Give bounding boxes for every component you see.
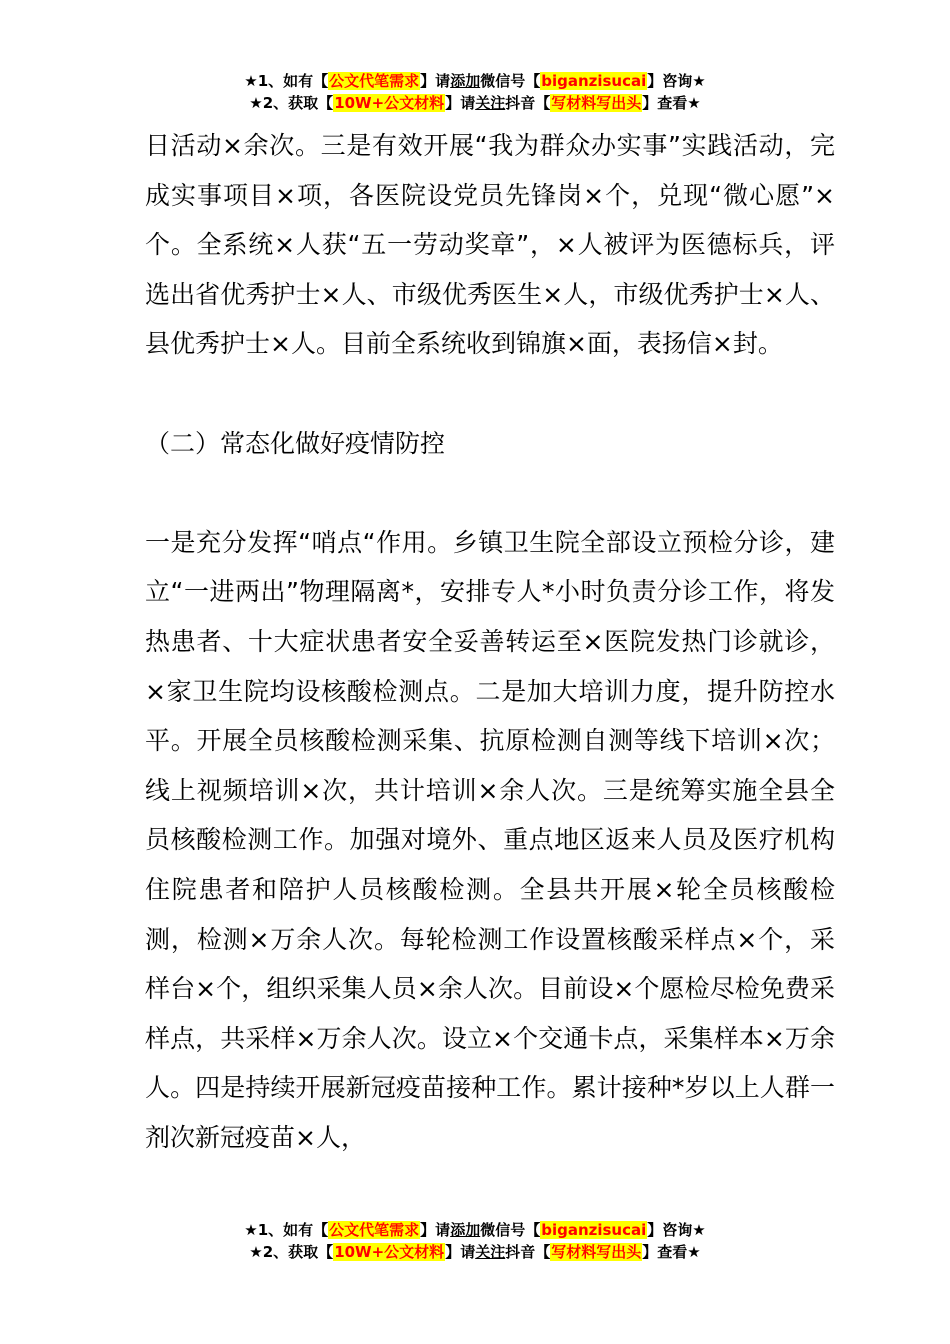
banner-text: 】查看★ xyxy=(642,1243,701,1261)
banner-line-1 xyxy=(0,1219,950,1241)
banner-text: 】请 xyxy=(445,94,476,112)
banner-line-1 xyxy=(0,70,950,92)
paragraph-activities: 日活动×余次。三是有效开展“我为群众办实事”实践活动，完成实事项目×项，各医院设党员先锋岗×个，兑现“微心愿”×个。全系统×人获“五一劳动奖章”，×人被评为医德标兵，评选出省优秀护士×人、市级优秀医生×人，市级优秀护士×人、县优秀护士×人。目前全系统收到锦旗×面，表扬信×封。 xyxy=(145,131,835,359)
banner-text: 】查看★ xyxy=(642,94,701,112)
header-banner xyxy=(0,70,950,114)
highlight-douyin-account: 写材料写出头 xyxy=(551,1243,642,1261)
banner-underlined-text: 关注 xyxy=(475,94,506,112)
banner-underlined-text: 添加 xyxy=(450,1221,481,1239)
highlight-service: 公文代笔需求 xyxy=(329,1221,420,1239)
banner-line-2 xyxy=(0,92,950,114)
highlight-douyin-account: 写材料写出头 xyxy=(551,94,642,112)
banner-text: 】请 xyxy=(445,1243,476,1261)
banner-text: ★1、如有【 xyxy=(244,1221,329,1239)
banner-text: 微信号【 xyxy=(480,72,541,90)
highlight-materials: 10W+公文材料 xyxy=(334,1243,445,1261)
spacer xyxy=(145,369,835,419)
highlight-service: 公文代笔需求 xyxy=(329,72,420,90)
footer-banner xyxy=(0,1219,950,1263)
banner-text: 】咨询★ xyxy=(647,1221,706,1239)
banner-text: 】请 xyxy=(420,1221,451,1239)
banner-text: ★2、获取【 xyxy=(249,1243,334,1261)
banner-text: 抖音【 xyxy=(505,1243,551,1261)
banner-text: ★2、获取【 xyxy=(249,94,334,112)
banner-text: 微信号【 xyxy=(480,1221,541,1239)
banner-underlined-text: 关注 xyxy=(475,1243,506,1261)
paragraph-epidemic-control: 一是充分发挥“哨点“作用。乡镇卫生院全部设立预检分诊，建立“一进两出”物理隔离*，安排专人*小时负责分诊工作，将发热患者、十大症状患者安全妥善转运至×医院发热门诊就诊，×家卫生院均设核酸检测点。二是加大培训力度，提升防控水平。开展全员核酸检测采集、抗原检测自测等线下培训×次；线上视频培训×次，共计培训×余人次。三是统筹实施全县全员核酸检测工作。加强对境外、重点地区返来人员及医疗机构住院患者和陪护人员核酸检测。全县共开展×轮全员核酸检测，检测×万余人次。每轮检测工作设置核酸采样点×个，采样台×个，组织采集人员×余人次。目前设×个愿检尽检免费采样点，共采样×万余人次。设立×个交通卡点，采集样本×万余人。四是持续开展新冠疫苗接种工作。累计接种*岁以上人群一剂次新冠疫苗×人， xyxy=(145,527,835,1152)
banner-text: ★1、如有【 xyxy=(244,72,329,90)
banner-underlined-text: 添加 xyxy=(450,72,481,90)
highlight-wechat-id: biganzisucai xyxy=(541,1221,647,1239)
banner-text: 抖音【 xyxy=(505,94,551,112)
banner-text: 】咨询★ xyxy=(647,72,706,90)
banner-line-2 xyxy=(0,1241,950,1263)
document-body xyxy=(145,121,835,1162)
highlight-wechat-id: biganzisucai xyxy=(541,72,647,90)
highlight-materials: 10W+公文材料 xyxy=(334,94,445,112)
spacer xyxy=(145,468,835,518)
banner-text: 】请 xyxy=(420,72,451,90)
section-heading: （二）常态化做好疫情防控 xyxy=(145,428,446,458)
